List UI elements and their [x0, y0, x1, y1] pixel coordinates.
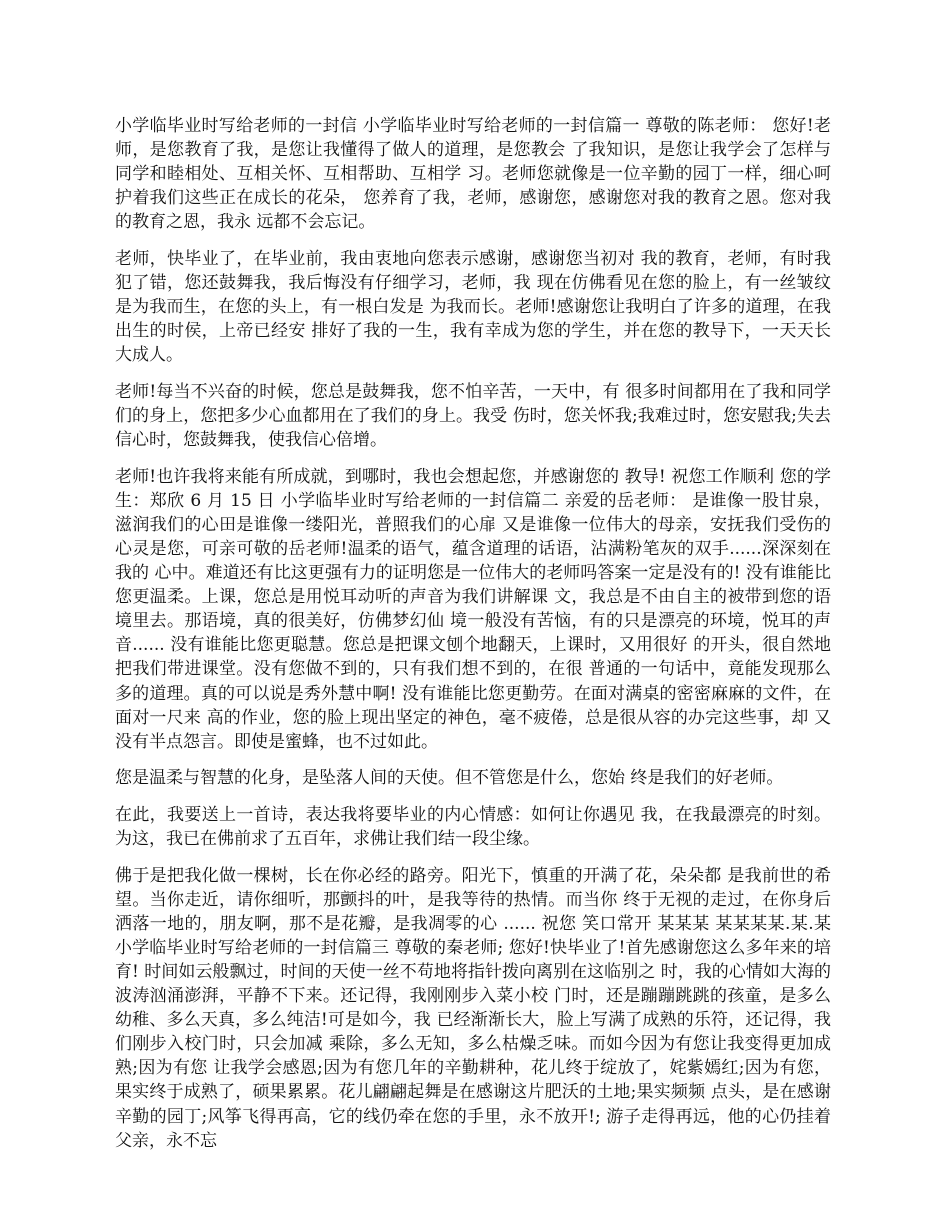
paragraph-2: 老师，快毕业了，在毕业前，我由衷地向您表示感谢，感谢您当初对 我的教育，老师，有时我犯了错，您还鼓舞我，我后悔没有仔细学习，老师，我 现在仿佛看见在您的脸上，有一丝皱纹是为我而生，在您的头上，有一根白发是 为我而长。老师!感谢您让我明白了许多的道理，在我出生的时侯，上帝已经安 排好了我的一生，我有幸成为您的学生，并在您的教导下，一天天长大成人。	[115, 248, 831, 366]
paragraph-4: 老师!也许我将来能有所成就，到哪时，我也会想起您，并感谢您的 教导! 祝您工作顺利 您的学生：郑欣 6 月 15 日 小学临毕业时写给老师的一封信篇二 亲爱的岳老师： 是谁像一股甘泉，滋润我们的心田是谁像一缕阳光，普照我们的心扉 又是谁像一位伟大的母亲，安抚我们受伤的心灵是您，可亲可敬的岳老师!温柔的语气，蕴含道理的话语，沾满粉笔灰的双手......深深刻在我的 心中。难道还有比这更强有力的证明您是一位伟大的老师吗答案一定是没有的! 没有谁能比您更温柔。上课，您总是用悦耳动听的声音为我们讲解课 文，我总是不由自主的被带到您的语境里去。那语境，真的很美好，仿佛梦幻仙 境一般没有苦恼，有的只是漂亮的环境，悦耳的声音...... 没有谁能比您更聪慧。您总是把课文刨个地翻天，上课时，又用很好 的开头，很自然地把我们带进课堂。没有您做不到的，只有我们想不到的，在很 普通的一句话中，竟能发现那么多的道理。真的可以说是秀外慧中啊! 没有谁能比您更勤劳。在面对满桌的密密麻麻的文件，在面对一尺来 高的作业，您的脸上现出坚定的神色，毫不疲倦，总是很从容的办完这些事，却 又没有半点怨言。即使是蜜蜂，也不过如此。	[115, 466, 831, 752]
paragraph-6: 在此，我要送上一首诗，表达我将要毕业的内心情感：如何让你遇见 我，在我最漂亮的时刻。为这，我已在佛前求了五百年，求佛让我们结一段尘缘。	[115, 804, 831, 850]
paragraph-1: 小学临毕业时写给老师的一封信 小学临毕业时写给老师的一封信篇一 尊敬的陈老师： 您好!老师，是您教育了我，是您让我懂得了做人的道理，是您教会 了我知识，是您让我学会了怎样与同学和睦相处、互相关怀、互相帮助、互相学 习。老师您就像是一位辛勤的园丁一样，细心呵护着我们这些正在成长的花朵， 您养育了我，老师，感谢您，感谢您对我的教育之恩。您对我的教育之恩，我永 远都不会忘记。	[115, 116, 831, 233]
paragraph-7: 佛于是把我化做一棵树，长在你必经的路旁。阳光下，慎重的开满了花，朵朵都 是我前世的希望。当你走近，请你细听，那颤抖的叶，是我等待的热情。而当你 终于无视的走过，在你身后洒落一地的，朋友啊，那不是花瓣，是我凋零的心 ...... 祝您 笑口常开 某某某 某某某某.某.某 小学临毕业时写给老师的一封信篇三 尊敬的秦老师; 您好!快毕业了!首先感谢您这么多年来的培育! 时间如云般飘过，时间的天使一丝不苟地将指针拨向离别在这临别之 时，我的心情如大海的波涛汹涌澎湃，平静不下来。还记得，我刚刚步入菜小校 门时，还是蹦蹦跳跳的孩童，是多么幼稚、多么天真，多么纯洁!可是如今，我 已经渐渐长大，脸上写满了成熟的乐符，还记得，我们刚步入校门时，只会加减 乘除，多么无知，多么枯燥乏味。而如今因为有您让我变得更加成熟;因为有您 让我学会感恩;因为有您几年的辛勤耕种，花儿终于绽放了，姹紫嫣红;因为有您， 果实终于成熟了，硕果累累。花儿翩翩起舞是在感谢这片肥沃的土地;果实频频 点头，是在感谢辛勤的园丁;风筝飞得再高，它的线仍牵在您的手里，永不放开!; 游子走得再远，他的心仍挂着父亲，永不忘	[115, 865, 831, 1151]
paragraph-3: 老师!每当不兴奋的时候，您总是鼓舞我，您不怕辛苦，一天中，有 很多时间都用在了我和同学们的身上，您把多少心血都用在了我们的身上。我受 伤时，您关怀我;我难过时，您安慰我;失去信心时，您鼓舞我，使我信心倍增。	[115, 381, 831, 451]
document-body	[115, 114, 831, 1165]
paragraph-5: 您是温柔与智慧的化身，是坠落人间的天使。但不管您是什么，您始 终是我们的好老师。	[115, 768, 784, 789]
